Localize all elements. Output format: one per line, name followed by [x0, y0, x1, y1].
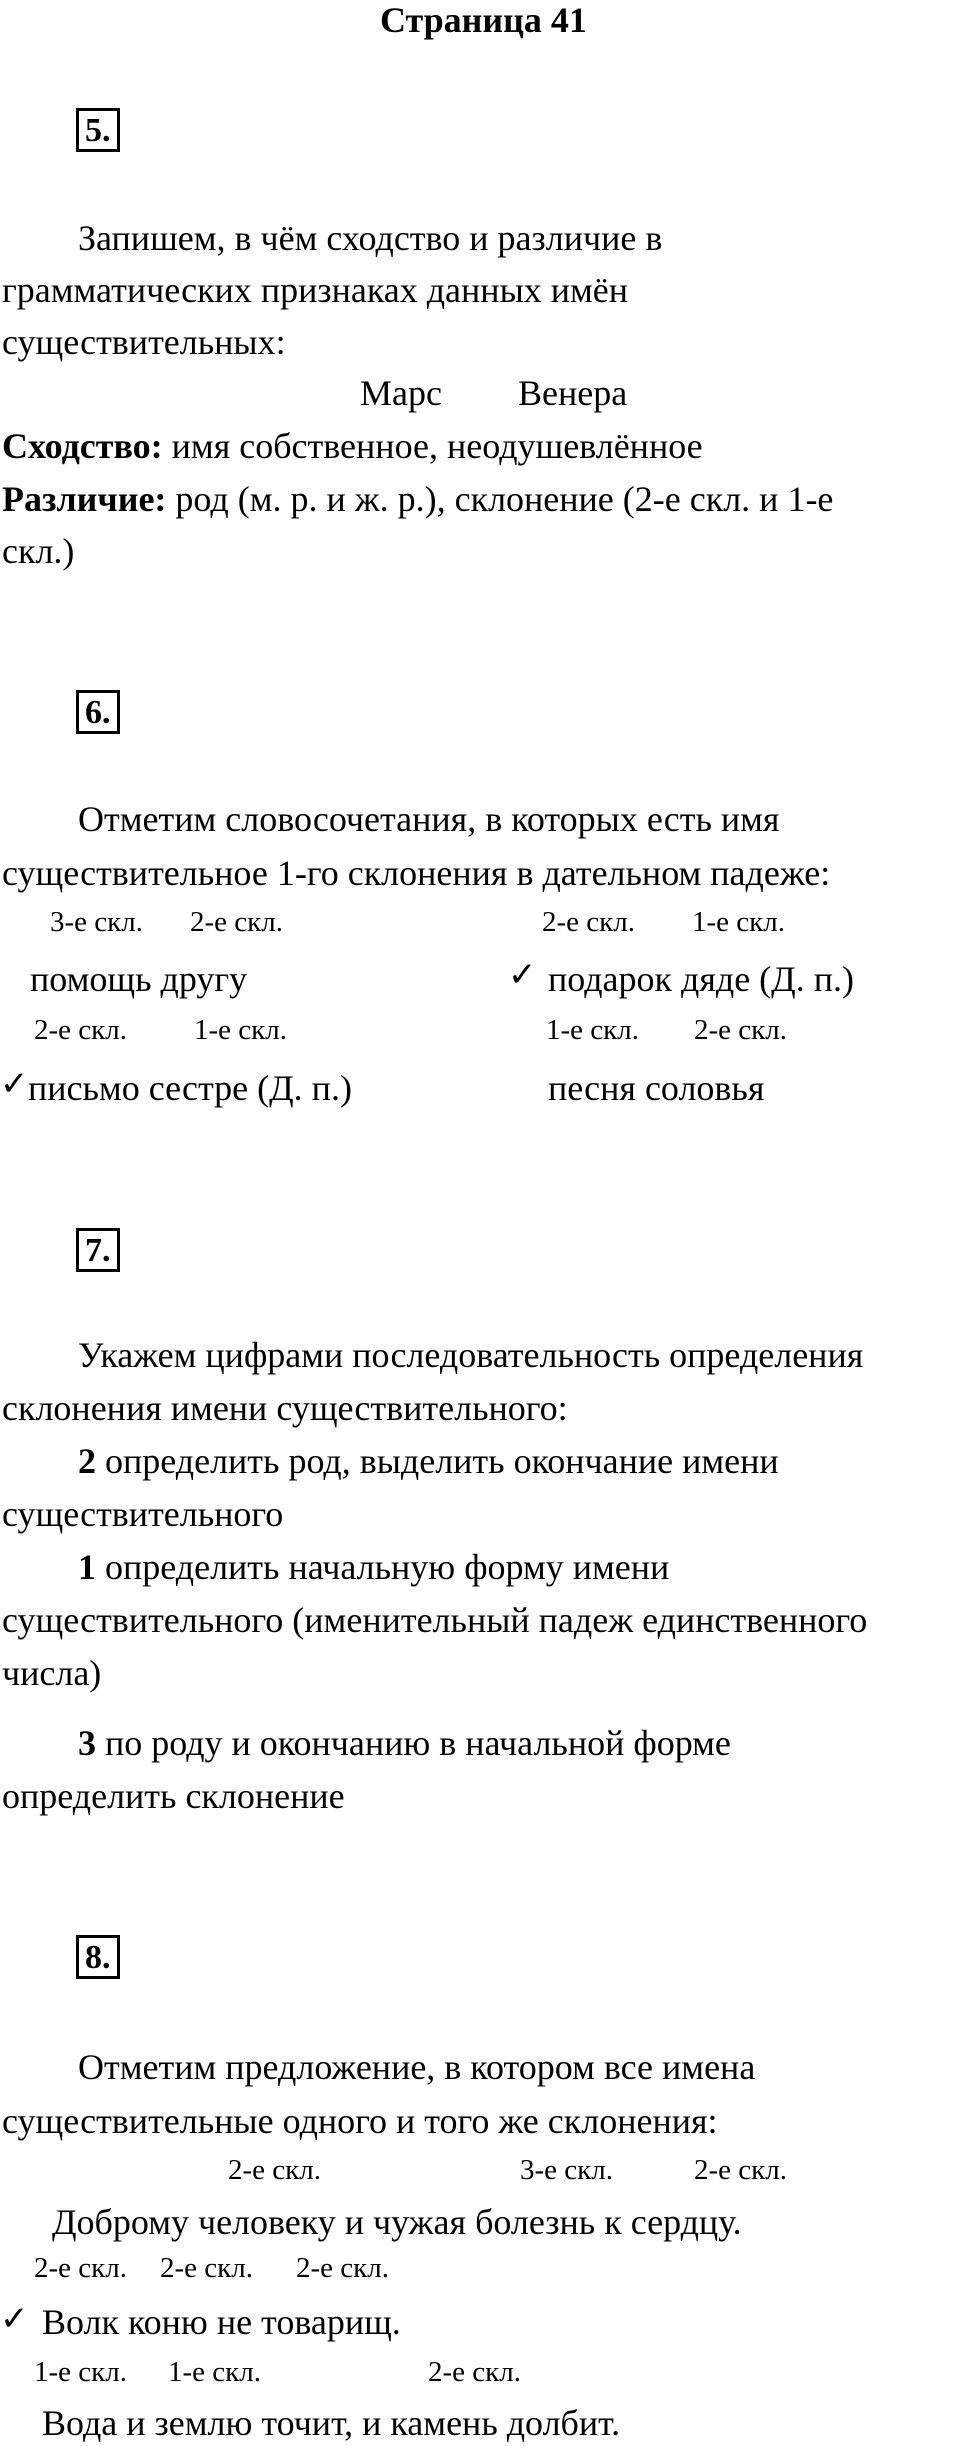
exercise-number-8: 8.: [76, 1935, 120, 1979]
step-number: 3: [78, 1723, 96, 1763]
decl-label: 2-е скл.: [694, 1014, 787, 1046]
ex7-step-c-cont: определить склонение: [2, 1776, 345, 1816]
decl-label: 3-е скл.: [520, 2154, 613, 2186]
page-title: Страница 41: [380, 0, 587, 40]
ex7-intro-line2: склонения имени существительного:: [2, 1388, 568, 1428]
ex8-intro-line1: Отметим предложение, в котором все имена: [78, 2047, 756, 2087]
ex8-intro-line2: существительные одного и того же склонения:: [2, 2101, 718, 2141]
phrase-4: песня соловья: [548, 1068, 765, 1108]
ex7-intro-line1: Укажем цифрами последовательность определения: [78, 1335, 864, 1375]
checkmark-icon: ✓: [0, 2299, 29, 2339]
similarity-text: имя собственное, неодушевлённое: [171, 426, 703, 466]
ex5-word-venera: Венера: [518, 373, 628, 413]
ex7-step-a: [78, 1443, 779, 1479]
ex5-difference-cont: скл.): [2, 531, 75, 571]
decl-label: 1-е скл.: [546, 1014, 639, 1046]
ex7-step-b-cont2: числа): [2, 1653, 102, 1693]
decl-label: 3-е скл.: [50, 906, 143, 938]
checkmark-icon: ✓: [0, 1064, 29, 1104]
exercise-number-5: 5.: [76, 108, 120, 152]
difference-label: Различие:: [2, 479, 167, 519]
decl-label: 2-е скл.: [296, 2252, 389, 2284]
decl-label: 2-е скл.: [542, 906, 635, 938]
decl-label: 1-е скл.: [34, 2356, 127, 2388]
similarity-label: Сходство:: [2, 426, 163, 466]
ex5-intro-line2: грамматических признаках данных имён: [2, 270, 629, 310]
ex6-intro-line2: существительное 1-го склонения в дательном падеже:: [2, 853, 831, 893]
ex5-intro-line3: существительных:: [2, 322, 286, 362]
exercise-number-7: 7.: [76, 1228, 120, 1272]
decl-label: 2-е скл.: [160, 2252, 253, 2284]
step-number: 2: [78, 1441, 96, 1481]
step-text: определить род, выделить окончание имени: [105, 1441, 779, 1481]
ex7-step-a-cont: существительного: [2, 1494, 284, 1534]
decl-label: 2-е скл.: [228, 2154, 321, 2186]
decl-label: 1-е скл.: [168, 2356, 261, 2388]
step-text: по роду и окончанию в начальной форме: [105, 1723, 731, 1763]
ex5-similarity: [2, 428, 703, 464]
sentence-1: Доброму человеку и чужая болезнь к сердцу.: [52, 2202, 742, 2242]
exercise-number-6: 6.: [76, 690, 120, 734]
step-text: определить начальную форму имени: [105, 1547, 670, 1587]
phrase-2: подарок дяде (Д. п.): [548, 959, 854, 999]
ex7-step-c: [78, 1725, 731, 1761]
sentence-2: Волк коню не товарищ.: [42, 2302, 401, 2342]
ex7-step-b-cont1: существительного (именительный падеж единственного: [2, 1600, 868, 1640]
ex5-difference: [2, 481, 833, 517]
sentence-3: Вода и землю точит, и камень долбит.: [42, 2403, 621, 2443]
decl-label: 2-е скл.: [34, 1014, 127, 1046]
decl-label: 2-е скл.: [428, 2356, 521, 2388]
ex5-intro-line1: Запишем, в чём сходство и различие в: [78, 218, 663, 258]
decl-label: 2-е скл.: [694, 2154, 787, 2186]
ex5-word-mars: Марс: [360, 373, 442, 413]
ex7-step-b: [78, 1549, 669, 1585]
phrase-1: помощь другу: [30, 959, 248, 999]
decl-label: 2-е скл.: [190, 906, 283, 938]
ex6-intro-line1: Отметим словосочетания, в которых есть имя: [78, 799, 780, 839]
checkmark-icon: ✓: [508, 955, 537, 995]
decl-label: 1-е скл.: [194, 1014, 287, 1046]
step-number: 1: [78, 1547, 96, 1587]
decl-label: 2-е скл.: [34, 2252, 127, 2284]
decl-label: 1-е скл.: [692, 906, 785, 938]
phrase-3: письмо сестре (Д. п.): [28, 1068, 352, 1108]
difference-text: род (м. р. и ж. р.), склонение (2-е скл. и 1-е: [175, 479, 834, 519]
